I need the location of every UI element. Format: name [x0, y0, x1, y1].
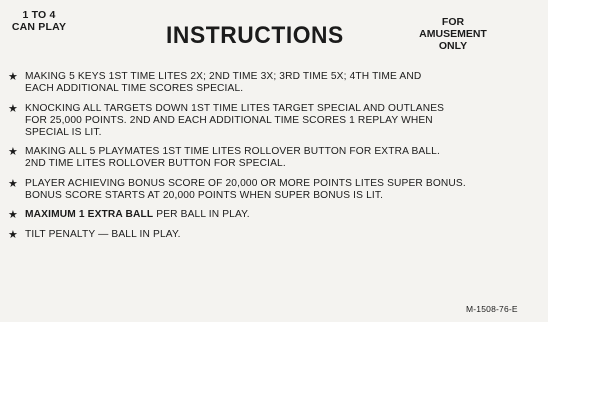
rule-emphasis: MAXIMUM 1 EXTRA BALL — [25, 209, 154, 220]
star-bullet-icon: ★ — [8, 71, 19, 83]
rules-list — [8, 71, 528, 248]
rule-super-bonus — [8, 178, 528, 202]
star-bullet-icon: ★ — [8, 177, 19, 190]
rule-text-line: MAKING ALL 5 PLAYMATES 1ST TIME LITES ROLLOVER BUTTON FOR EXTRA BALL. — [25, 146, 440, 157]
rule-text-line: 2ND TIME LITES ROLLOVER BUTTON FOR SPECIAL. — [25, 158, 286, 169]
rule-text-line: FOR 25,000 POINTS. 2ND AND EACH ADDITIONAL TIME SCORES 1 REPLAY WHEN — [25, 114, 433, 126]
player-count-line-2: CAN PLAY — [11, 21, 67, 33]
amusement-notice-line-1: FOR — [441, 16, 465, 28]
amusement-notice-line-2: AMUSEMENT — [419, 28, 487, 40]
player-count-label — [9, 9, 69, 33]
document-code: M-1508-76-E — [466, 304, 518, 314]
rule-text-line: PLAYER ACHIEVING BONUS SCORE OF 20,000 OR MORE POINTS LITES SUPER BONUS. — [25, 177, 466, 189]
amusement-notice — [412, 16, 494, 52]
star-bullet-icon: ★ — [8, 228, 19, 241]
rule-text-line: MAKING 5 KEYS 1ST TIME LITES 2X; 2ND TIME 3X; 3RD TIME 5X; 4TH TIME AND — [25, 71, 422, 82]
rule-text-line: SPECIAL IS LIT. — [25, 126, 102, 138]
star-bullet-icon: ★ — [8, 102, 19, 115]
rule-playmates — [8, 146, 528, 170]
star-bullet-icon: ★ — [8, 146, 19, 158]
rule-text-line: BONUS SCORE STARTS AT 20,000 POINTS WHEN SUPER BONUS IS LIT. — [25, 189, 384, 201]
rule-text-line: KNOCKING ALL TARGETS DOWN 1ST TIME LITES TARGET SPECIAL AND OUTLANES — [25, 102, 445, 114]
rule-text-line — [25, 209, 528, 221]
rule-keys — [8, 71, 528, 95]
rule-targets — [8, 103, 528, 139]
rule-text-line: TILT PENALTY — BALL IN PLAY. — [25, 228, 181, 240]
page-title: INSTRUCTIONS — [166, 22, 344, 49]
rule-text-line: EACH ADDITIONAL TIME SCORES SPECIAL. — [25, 83, 244, 94]
amusement-notice-line-3: ONLY — [438, 40, 468, 52]
rule-text-rest: PER BALL IN PLAY. — [153, 209, 250, 220]
rule-extra-ball-limit — [8, 209, 528, 221]
star-bullet-icon: ★ — [8, 209, 19, 221]
player-count-line-1: 1 TO 4 — [22, 9, 56, 21]
rule-tilt — [8, 229, 528, 241]
